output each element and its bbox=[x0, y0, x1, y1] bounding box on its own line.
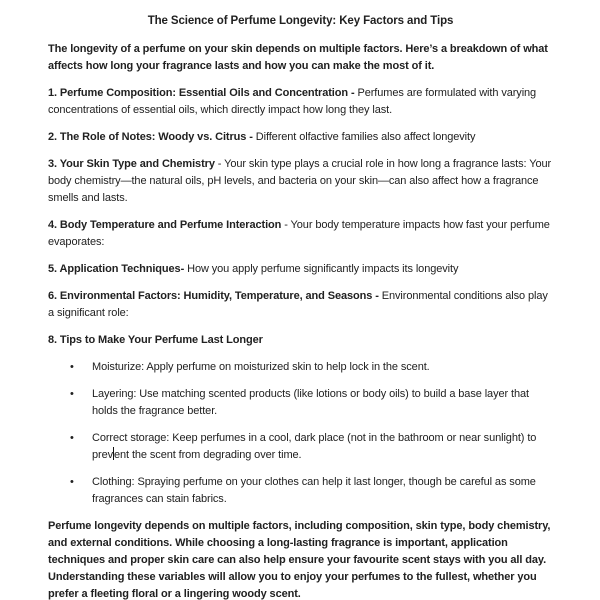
paragraph-lead: 5. Application Techniques- bbox=[48, 263, 185, 275]
tip-text-before-caret: Correct storage: Keep perfumes in a cool, dark place (not in the bathroom or near sunlight) to prev bbox=[92, 432, 537, 461]
tips-list bbox=[48, 359, 553, 508]
tip-correct-storage[interactable] bbox=[48, 430, 553, 464]
tip-text: Clothing: Spraying perfume on your clothes can help it last longer, though be careful as some fragrances can stain fabrics. bbox=[92, 476, 536, 505]
tip-layering[interactable] bbox=[48, 386, 553, 420]
paragraph-lead: 2. The Role of Notes: Woody vs. Citrus - bbox=[48, 131, 253, 143]
paragraph-body: Environmental conditions also play a significant role: bbox=[48, 290, 548, 319]
tip-text-after-caret: ent the scent from degrading over time. bbox=[114, 449, 302, 461]
paragraph-lead: 3. Your Skin Type and Chemistry bbox=[48, 158, 215, 170]
paragraph-body: - Your skin type plays a crucial role in how long a fragrance lasts: Your body chemistry—the natural oils, pH levels, and bacteria on your skin—can also affect how a fragrance smells and lasts. bbox=[48, 158, 552, 204]
paragraph-body: How you apply perfume significantly impacts its longevity bbox=[184, 263, 459, 275]
tip-moisturize[interactable] bbox=[48, 359, 553, 376]
bullet-icon: • bbox=[70, 476, 74, 488]
paragraph-environmental-factors[interactable] bbox=[48, 288, 553, 322]
bullet-icon: • bbox=[70, 388, 74, 400]
tip-clothing[interactable] bbox=[48, 474, 553, 508]
intro-paragraph[interactable]: The longevity of a perfume on your skin depends on multiple factors. Here’s a breakdown of what affects how long your fragrance lasts and how you can make the most of it. bbox=[48, 43, 548, 72]
document-title[interactable]: The Science of Perfume Longevity: Key Factors and Tips bbox=[147, 15, 454, 27]
paragraph-body: Perfumes are formulated with varying concentrations of essential oils, which directly impact how long they last. bbox=[48, 87, 537, 116]
paragraph-application-techniques[interactable] bbox=[48, 261, 553, 278]
tip-text: Layering: Use matching scented products (like lotions or body oils) to build a base layer that holds the fragrance better. bbox=[92, 388, 529, 417]
tip-text bbox=[92, 432, 536, 461]
bullet-icon: • bbox=[70, 361, 74, 373]
paragraph-skin-type[interactable] bbox=[48, 156, 553, 207]
paragraph-role-of-notes[interactable] bbox=[48, 129, 553, 146]
tip-text: Moisturize: Apply perfume on moisturized skin to help lock in the scent. bbox=[92, 361, 430, 373]
paragraph-lead: 1. Perfume Composition: Essential Oils and Concentration - bbox=[48, 87, 355, 99]
paragraph-body-temperature[interactable] bbox=[48, 217, 553, 251]
conclusion-paragraph[interactable]: Perfume longevity depends on multiple factors, including composition, skin type, body chemistry, and external conditions. While choosing a long-lasting fragrance is important, application techniques and proper skin care can also help ensure your favourite scent stays with you all day. Understanding these variables will allow you to enjoy your perfumes to the fullest, whether you prefer a fleeting floral or a lingering woody scent. bbox=[48, 520, 551, 600]
paragraph-perfume-composition[interactable] bbox=[48, 85, 553, 119]
paragraph-lead: 6. Environmental Factors: Humidity, Temperature, and Seasons - bbox=[48, 290, 379, 302]
paragraph-lead: 4. Body Temperature and Perfume Interaction bbox=[48, 219, 282, 231]
bullet-icon: • bbox=[70, 432, 74, 444]
tips-heading[interactable]: 8. Tips to Make Your Perfume Last Longer bbox=[48, 334, 263, 346]
paragraph-body: - Your body temperature impacts how fast your perfume evaporates: bbox=[48, 219, 550, 248]
paragraph-body: Different olfactive families also affect longevity bbox=[252, 131, 476, 143]
